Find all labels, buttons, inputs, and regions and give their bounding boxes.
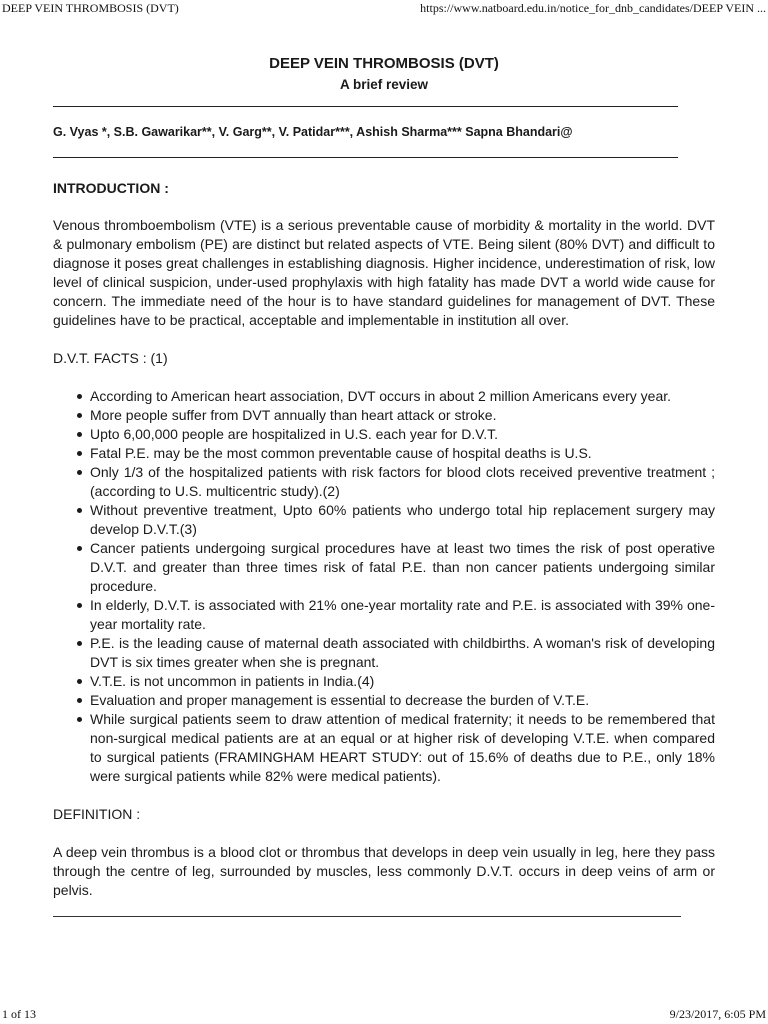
facts-heading: D.V.T. FACTS : (1) bbox=[53, 350, 168, 366]
print-header-title: DEEP VEIN THROMBOSIS (DVT) bbox=[2, 1, 179, 15]
introduction-paragraph: Venous thromboembolism (VTE) is a serious preventable cause of morbidity & mortality in the world. DVT & pulmonary embolism (PE) are distinct but related aspects of VTE. Being silent (80% DVT) and difficult to diagnose it poses great challenges in establishing diagnosis. Higher incidence, underestimation of risk, low level of clinical suspicion, under-used prophylaxis with high fatality has made DVT a world wide cause for concern. The immediate need of the hour is to have standard guidelines for management of DVT. These guidelines have to be practical, acceptable and implementable in institution all over. bbox=[53, 217, 715, 328]
facts-list bbox=[53, 387, 715, 786]
bullet-icon bbox=[77, 641, 82, 646]
page-number: 1 of 13 bbox=[2, 1007, 36, 1021]
fact-list-item bbox=[90, 425, 715, 444]
definition-heading: DEFINITION : bbox=[53, 806, 141, 822]
fact-text: In elderly, D.V.T. is associated with 21% one-year mortality rate and P.E. is associated with 39% one-year mortality rate. bbox=[90, 597, 715, 632]
divider bbox=[53, 157, 678, 158]
bullet-icon bbox=[77, 394, 82, 399]
introduction-heading: INTRODUCTION : bbox=[53, 180, 169, 196]
definition-paragraph: A deep vein thrombus is a blood clot or thrombus that develops in deep vein usually in leg, here they pass through the centre of leg, surrounded by muscles, less commonly D.V.T. occurs in deep veins of arm or pelvis. bbox=[53, 844, 715, 898]
bullet-icon bbox=[77, 717, 82, 722]
bullet-icon bbox=[77, 451, 82, 456]
bullet-icon bbox=[77, 413, 82, 418]
fact-text: Fatal P.E. may be the most common preventable cause of hospital deaths is U.S. bbox=[90, 445, 592, 461]
divider bbox=[53, 916, 681, 917]
fact-text: Without preventive treatment, Upto 60% patients who undergo total hip replacement surgery may develop D.V.T.(3) bbox=[90, 502, 715, 537]
fact-list-item bbox=[90, 691, 715, 710]
fact-text: Upto 6,00,000 people are hospitalized in U.S. each year for D.V.T. bbox=[90, 426, 499, 442]
fact-list-item bbox=[90, 406, 715, 425]
fact-text: More people suffer from DVT annually than heart attack or stroke. bbox=[90, 407, 497, 423]
fact-list-item bbox=[90, 634, 715, 672]
document-page bbox=[53, 55, 715, 917]
fact-list-item bbox=[90, 539, 715, 596]
fact-list-item bbox=[90, 463, 715, 501]
divider bbox=[53, 106, 678, 107]
fact-list-item bbox=[90, 444, 715, 463]
print-header-url: https://www.natboard.edu.in/notice_for_dnb_candidates/DEEP VEIN ... bbox=[420, 1, 766, 15]
fact-list-item bbox=[90, 596, 715, 634]
bullet-icon bbox=[77, 508, 82, 513]
document-subtitle: A brief review bbox=[339, 77, 429, 92]
fact-text: According to American heart association, DVT occurs in about 2 million Americans every year. bbox=[90, 388, 672, 404]
bullet-icon bbox=[77, 546, 82, 551]
fact-list-item bbox=[90, 501, 715, 539]
print-header bbox=[0, 0, 768, 18]
bullet-icon bbox=[77, 470, 82, 475]
print-datetime: 9/23/2017, 6:05 PM bbox=[669, 1007, 766, 1021]
fact-text: Cancer patients undergoing surgical procedures have at least two times the risk of post operative D.V.T. and greater than three times risk of fatal P.E. than non cancer patients undergoing similar procedure. bbox=[90, 540, 715, 594]
bullet-icon bbox=[77, 603, 82, 608]
bullet-icon bbox=[77, 698, 82, 703]
fact-text: Evaluation and proper management is essential to decrease the burden of V.T.E. bbox=[90, 692, 590, 708]
print-footer bbox=[0, 1006, 768, 1024]
fact-text: Only 1/3 of the hospitalized patients with risk factors for blood clots received preventive treatment ; (according to U.S. multicentric study).(2) bbox=[90, 464, 715, 499]
fact-list-item bbox=[90, 387, 715, 406]
fact-text: While surgical patients seem to draw attention of medical fraternity; it needs to be remembered that non-surgical medical patients are at an equal or at higher risk of developing V.T.E. when compared to surgical patients (FRAMINGHAM HEART STUDY: out of 15.6% of deaths due to P.E., only 18% were surgical patients while 82% were medical patients). bbox=[90, 711, 715, 784]
bullet-icon bbox=[77, 679, 82, 684]
document-title: DEEP VEIN THROMBOSIS (DVT) bbox=[269, 55, 499, 72]
fact-list-item bbox=[90, 710, 715, 786]
fact-text: P.E. is the leading cause of maternal death associated with childbirths. A woman's risk of developing DVT is six times greater when she is pregnant. bbox=[90, 635, 715, 670]
fact-list-item bbox=[90, 672, 715, 691]
bullet-icon bbox=[77, 432, 82, 437]
fact-text: V.T.E. is not uncommon in patients in India.(4) bbox=[90, 673, 375, 689]
author-list: G. Vyas *, S.B. Gawarikar**, V. Garg**, V. Patidar***, Ashish Sharma*** Sapna Bhandari@ bbox=[53, 125, 573, 139]
